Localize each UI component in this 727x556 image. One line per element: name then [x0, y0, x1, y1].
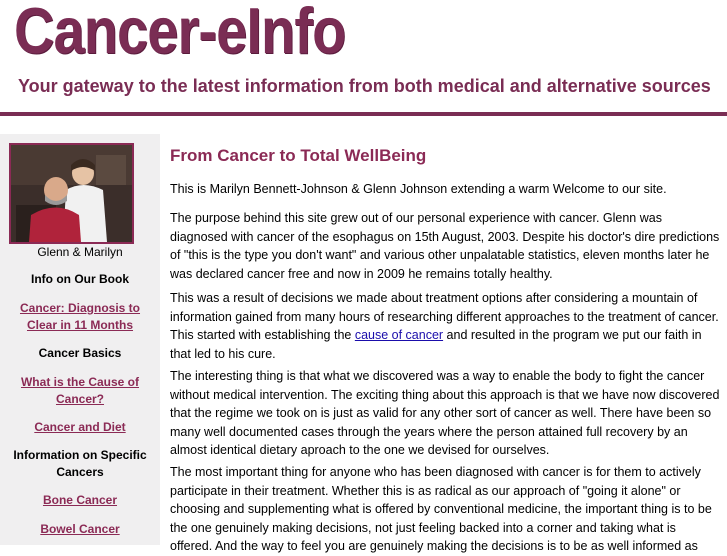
paragraph-welcome: This is Marilyn Bennett-Johnson & Glenn Johnson extending a warm Welcome to our site. — [170, 182, 667, 196]
glenn-marilyn-photo — [9, 143, 134, 244]
sidebar — [0, 134, 160, 545]
sidebar-link-bone[interactable] — [0, 492, 160, 509]
page-title: From Cancer to Total WellBeing — [170, 146, 427, 165]
paragraph-discovery: The interesting thing is that what we discovered was a way to enable the body to fight the cancer without medical intervention. The exciting thing about this approach is that we have now discovered that the regime we took on is just as valid for any other sort of cancer as well. There have been so many well documented cases through the years where the person attained full recovery by an almost identical dietary aproach to the one we devised for ourselves. — [170, 369, 720, 457]
sidebar-link-bone-label[interactable]: Bone Cancer — [42, 493, 118, 507]
sidebar-link-diagnosis-label[interactable]: Cancer: Diagnosis to Clear in 11 Months — [19, 301, 141, 332]
sidebar-heading-book: Info on Our Book — [31, 272, 129, 286]
sidebar-link-cause[interactable] — [0, 374, 160, 408]
sidebar-heading-basics: Cancer Basics — [38, 346, 122, 360]
sidebar-heading-specific: Information on Specific Cancers — [13, 448, 147, 479]
header-divider — [0, 112, 727, 116]
sidebar-link-bowel-label[interactable]: Bowel Cancer — [40, 522, 120, 536]
sidebar-link-diagnosis[interactable] — [0, 300, 160, 334]
paragraph-decisions-text-1: This was a result of decisions we made about treatment options after considering a mountain of information gained from many hours of researching different approaches to the treatment of cancer. This started with establishing the — [170, 291, 719, 342]
site-logo[interactable]: Cancer-eInfo — [14, 0, 346, 67]
sidebar-link-bowel[interactable] — [0, 521, 160, 538]
photo-illustration — [11, 145, 132, 242]
sidebar-link-cause-label[interactable]: What is the Cause of Cancer? — [20, 375, 139, 406]
main-content — [170, 146, 720, 553]
site-tagline: Your gateway to the latest information from both medical and alternative sources — [18, 76, 711, 96]
sidebar-link-diet-label[interactable]: Cancer and Diet — [34, 420, 126, 434]
paragraph-decisions — [170, 289, 720, 363]
paragraph-participation: The most important thing for anyone who has been diagnosed with cancer is for them to actively participate in their treatment. Whether this is as radical as our approach of "going it alone" or choosing and supplementing what is offered by conventional medicine, the important thing is to be the one genuinely making decisions, not just feeling backed into a corner and taking what is offered. And the way to feel you are genuinely making the decisions is to be as well informed as — [170, 465, 712, 553]
paragraph-decisions-text-2: and resulted in the program we put our faith in that led to his cure. — [170, 328, 702, 361]
sidebar-link-diet[interactable] — [0, 419, 160, 436]
site-header — [0, 0, 727, 118]
photo-caption: Glenn & Marilyn — [37, 245, 123, 259]
paragraph-purpose: The purpose behind this site grew out of our personal experience with cancer. Glenn was diagnosed with cancer of the esophagus on 15th August, 2003. Despite his doctor's dire predictions of "this is the type you don't want" and various other unpalatable statistics, eleven months later he was declared cancer free and now in 2009 he remains totally healthy. — [170, 211, 720, 281]
cause-of-cancer-link[interactable]: cause of cancer — [354, 328, 444, 342]
